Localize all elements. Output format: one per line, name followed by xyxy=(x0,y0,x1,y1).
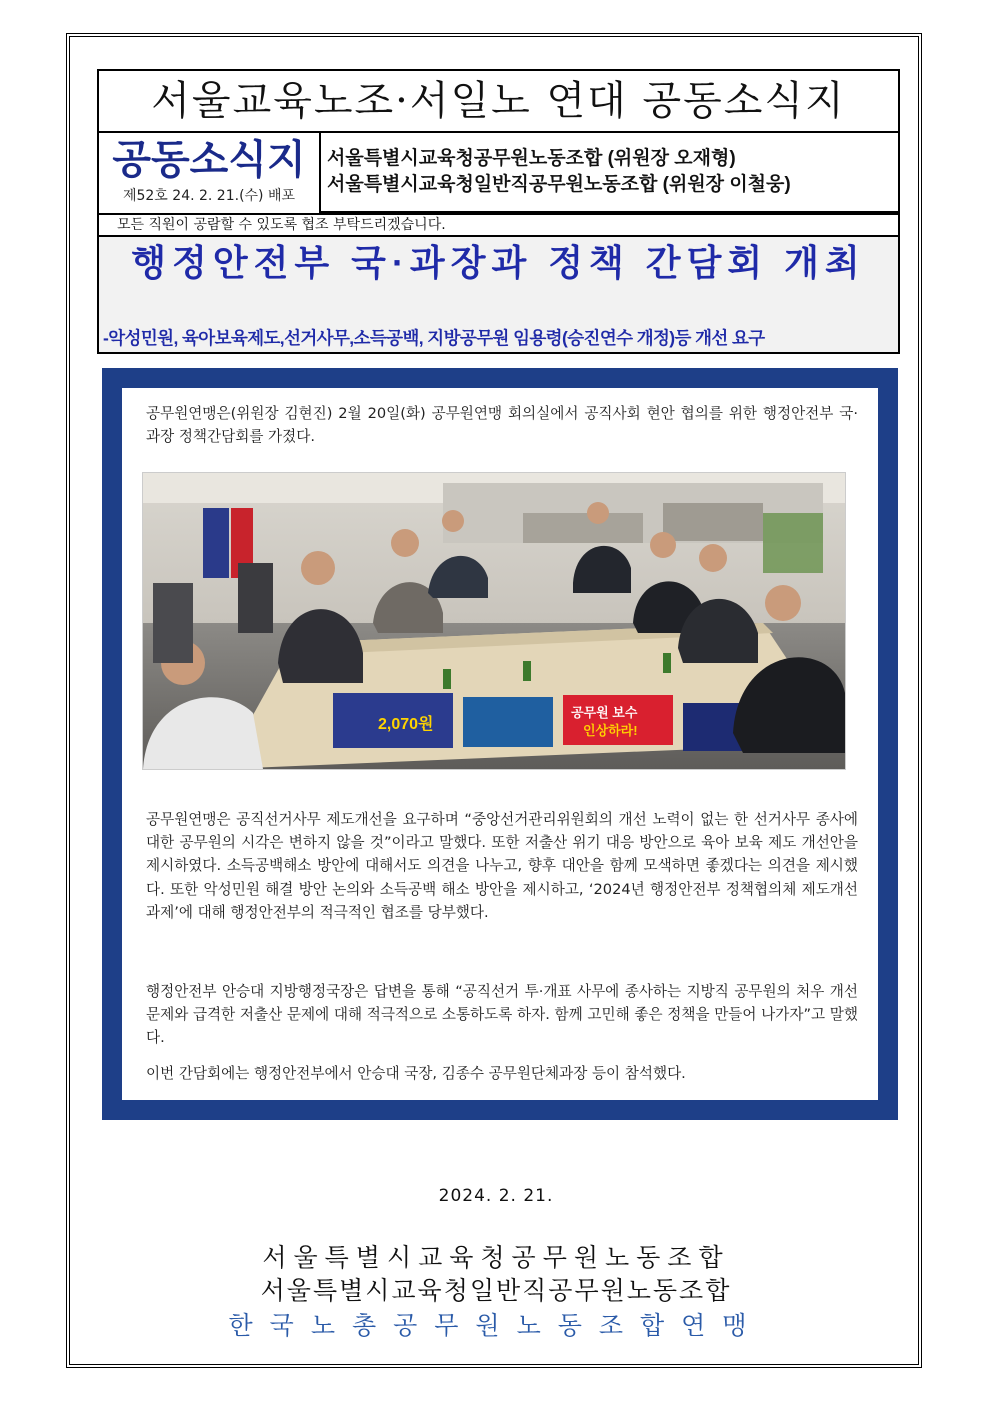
meeting-photo-image xyxy=(143,473,845,769)
union-name-1: 서울특별시교육청공무원노동조합 (위원장 오재형) xyxy=(327,148,736,169)
issue-info: 제52호 24. 2. 21.(수) 배포 xyxy=(122,188,296,204)
issue-date: 2024. 2. 21. xyxy=(438,1186,554,1206)
article-panel xyxy=(102,368,898,1120)
meeting-photo xyxy=(142,472,846,770)
article-paragraph-4: 이번 간담회에는 행정안전부에서 안승대 국장, 김종수 공무원단체과장 등이 참석했다. xyxy=(146,1065,686,1082)
union-list xyxy=(321,133,898,213)
subheadline: -악성민원, 육아보육제도,선거사무,소득공백, 지방공무원 임용령(승진연수 개정)등 개선 요구 xyxy=(103,328,765,348)
headline: 행정안전부 국·과장과 정책 간담회 개최 xyxy=(131,242,866,283)
union-name-2: 서울특별시교육청일반직공무원노동조합 (위원장 이철웅) xyxy=(327,174,791,195)
photo-banner-1: 2,070원 xyxy=(378,716,434,733)
article-body xyxy=(122,388,878,1100)
signature-union-2: 서울특별시교육청일반직공무원노동조합 xyxy=(260,1276,732,1305)
newsletter-logo xyxy=(99,133,321,213)
article-paragraph-1: 공무원연맹은(위원장 김현진) 2월 20일(화) 공무원연맹 회의실에서 공직사회 현안 협의를 위한 행정안전부 국·과장 정책간담회를 가졌다. xyxy=(146,405,858,446)
signature-union-1: 서울특별시교육청공무원노동조합 xyxy=(262,1243,730,1272)
photo-banner-2: 공무원 보수 xyxy=(571,705,638,720)
article-paragraph-3: 행정안전부 안승대 지방행정국장은 답변을 통해 “공직선거 투·개표 사무에 종사하는 지방직 공무원의 처우 개선 문제와 급격한 저출산 문제에 대해 적극적으로 소통하도록 하자. 함께 고민해 좋은 정책을 만들어 나가자”고 말했다. xyxy=(146,983,858,1047)
logo-text: 공동소식지 xyxy=(112,138,306,182)
masthead xyxy=(97,69,900,354)
photo-banner-3: 인상하라! xyxy=(583,723,638,738)
signature-federation: 한국노총공무원노동조합연맹 xyxy=(228,1311,764,1340)
notice-text: 모든 직원이 공람할 수 있도록 협조 부탁드리겠습니다. xyxy=(99,213,898,237)
headline-box xyxy=(99,237,898,352)
article-paragraph-2: 공무원연맹은 공직선거사무 제도개선을 요구하며 “중앙선거관리위원회의 개선 노력이 없는 한 선거사무 종사에 대한 공무원의 시각은 변하지 않을 것”이라고 말했다. 또한 저출산 위기 대응 방안으로 육아 보육 제도 개선안을 제시하였다. 소득공백해소 방안에 대해서도 의견을 나누고, 향후 대안을 함께 모색하면 좋겠다는 의견을 제시했다. 또한 악성민원 해결 방안 논의와 소득공백 해소 방안을 제시하고, ‘2024년 행정안전부 정책협의체 제도개선 과제’에 대해 행정안전부의 적극적인 협조를 당부했다. xyxy=(146,811,858,921)
newsletter-title: 서울교육노조·서일노 연대 공동소식지 xyxy=(99,71,898,133)
